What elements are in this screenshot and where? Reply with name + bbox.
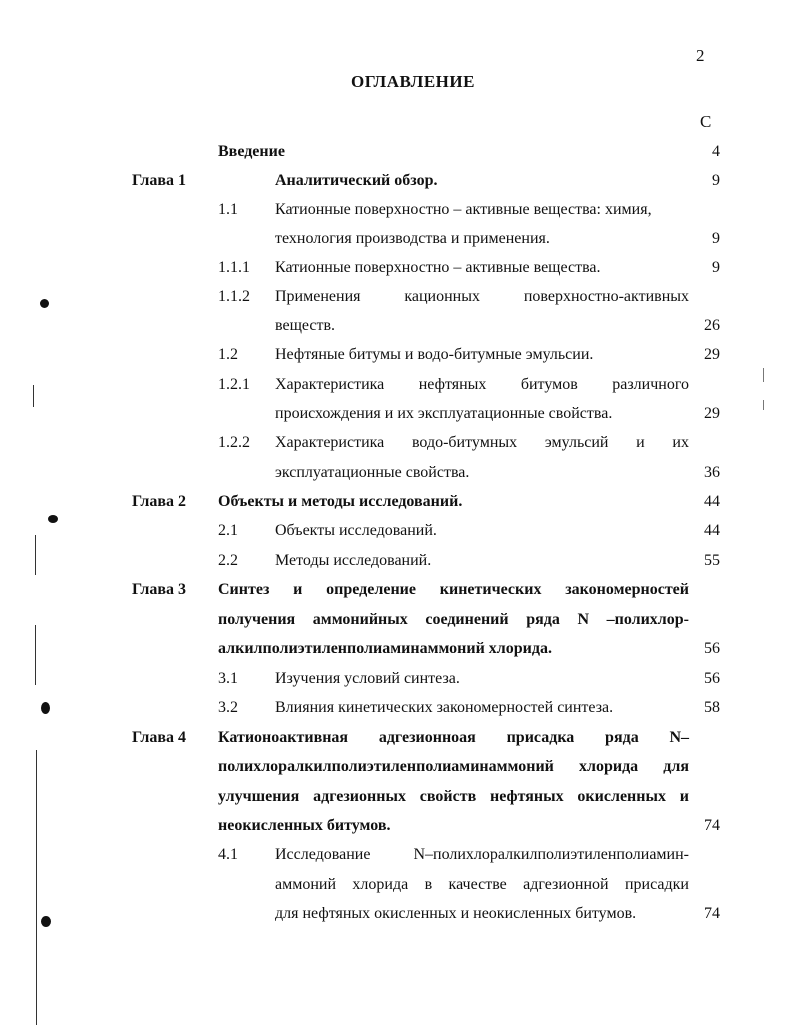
toc-entry-text: аммоний хлорида в качестве адгезионной присадки <box>275 876 689 893</box>
toc-row <box>0 346 794 368</box>
toc-entry-text: получения аммонийных соединений ряда N –полихлор- <box>218 611 689 628</box>
scan-edge-line <box>763 368 764 382</box>
toc-page-number: 55 <box>704 552 720 569</box>
toc-section-number: 2.2 <box>218 552 238 569</box>
scan-dot <box>40 299 49 308</box>
toc-row <box>0 376 794 398</box>
toc-page-number: 9 <box>712 230 720 247</box>
toc-entry-text: Влияния кинетических закономерностей синтеза. <box>275 699 614 716</box>
toc-page-number: 26 <box>704 317 720 334</box>
toc-row <box>0 670 794 692</box>
toc-entry-text: Катионные поверхностно – активные вещества: химия, <box>275 201 652 218</box>
toc-row <box>0 876 794 898</box>
toc-section-number: 1.1 <box>218 201 238 218</box>
toc-section-number: 1.2 <box>218 346 238 363</box>
toc-section-number: 3.1 <box>218 670 238 687</box>
toc-section-number: 1.1.2 <box>218 288 250 305</box>
toc-entry-text: улучшения адгезионных свойств нефтяных окисленных и <box>218 788 689 805</box>
toc-section-number: 1.2.1 <box>218 376 250 393</box>
toc-row <box>0 581 794 603</box>
toc-row <box>0 817 794 839</box>
toc-chapter-label: Глава 4 <box>132 729 186 746</box>
toc-entry-text: Изучения условий синтеза. <box>275 670 460 687</box>
toc-entry-text: Катионные поверхностно – активные вещества. <box>275 259 601 276</box>
toc-page-number: 44 <box>704 522 720 539</box>
scan-dot <box>41 702 50 714</box>
toc-row <box>0 640 794 662</box>
toc-page-number: 56 <box>704 640 720 657</box>
toc-row <box>0 317 794 339</box>
page-number: 2 <box>696 46 705 65</box>
toc-chapter-label: Глава 3 <box>132 581 186 598</box>
toc-entry-text: неокисленных битумов. <box>218 817 391 834</box>
toc-page-number: 29 <box>704 405 720 422</box>
scan-edge-line <box>763 400 764 410</box>
scan-edge-line <box>33 385 34 407</box>
toc-entry-text: Характеристика водо-битумных эмульсий и их <box>275 434 689 451</box>
toc-page-number: 9 <box>712 259 720 276</box>
toc-chapter-label: Глава 2 <box>132 493 186 510</box>
scan-dot <box>41 916 51 927</box>
toc-entry-text: Введение <box>218 143 285 160</box>
toc-section-number: 1.2.2 <box>218 434 250 451</box>
toc-section-number: 1.1.1 <box>218 259 250 276</box>
toc-row <box>0 758 794 780</box>
toc-entry-text: полихлоралкилполиэтиленполиаминаммоний хлорида для <box>218 758 689 775</box>
page-title: ОГЛАВЛЕНИЕ <box>351 72 475 91</box>
toc-page-number: 36 <box>704 464 720 481</box>
toc-row <box>0 493 794 515</box>
toc-section-number: 4.1 <box>218 846 238 863</box>
toc-entry-text: технология производства и применения. <box>275 230 550 247</box>
toc-entry-text: Объекты и методы исследований. <box>218 493 463 510</box>
scan-dot <box>48 515 58 523</box>
toc-entry-text: Катионоактивная адгезионноая присадка ряда N– <box>218 729 689 746</box>
toc-row <box>0 522 794 544</box>
toc-row <box>0 905 794 927</box>
toc-row <box>0 201 794 223</box>
toc-row <box>0 729 794 751</box>
scan-edge-line <box>35 625 36 685</box>
toc-row <box>0 699 794 721</box>
toc-entry-text: веществ. <box>275 317 336 334</box>
toc-section-number: 2.1 <box>218 522 238 539</box>
toc-entry-text: Синтез и определение кинетических закономерностей <box>218 581 689 598</box>
toc-page-number: 9 <box>712 172 720 189</box>
toc-row <box>0 143 794 165</box>
scan-edge-line <box>35 535 36 575</box>
toc-row <box>0 405 794 427</box>
toc-row <box>0 288 794 310</box>
toc-entry-text: Характеристика нефтяных битумов различного <box>275 376 689 393</box>
toc-row <box>0 846 794 868</box>
toc-entry-text: Исследование N–полихлоралкилполиэтиленполиамин- <box>275 846 689 863</box>
toc-chapter-label: Глава 1 <box>132 172 186 189</box>
toc-row <box>0 434 794 456</box>
toc-row <box>0 172 794 194</box>
toc-row <box>0 552 794 574</box>
toc-row <box>0 464 794 486</box>
toc-entry-text: происхождения и их эксплуатационные свойства. <box>275 405 613 422</box>
toc-row <box>0 259 794 281</box>
toc-page-number: 58 <box>704 699 720 716</box>
toc-row <box>0 230 794 252</box>
page-column-header: С <box>700 112 712 131</box>
toc-section-number: 3.2 <box>218 699 238 716</box>
toc-page-number: 74 <box>704 817 720 834</box>
scan-edge-line <box>36 750 37 1025</box>
toc-page-number: 4 <box>712 143 720 160</box>
toc-entry-text: Применения кационных поверхностно-активных <box>275 288 689 305</box>
toc-entry-text: алкилполиэтиленполиаминаммоний хлорида. <box>218 640 552 657</box>
toc-page-number: 44 <box>704 493 720 510</box>
toc-page-number: 74 <box>704 905 720 922</box>
toc-page-number: 56 <box>704 670 720 687</box>
toc-entry-text: Методы исследований. <box>275 552 432 569</box>
toc-page-number: 29 <box>704 346 720 363</box>
toc-row <box>0 611 794 633</box>
toc-entry-text: для нефтяных окисленных и неокисленных битумов. <box>275 905 637 922</box>
toc-entry-text: Аналитический обзор. <box>275 172 438 189</box>
toc-row <box>0 788 794 810</box>
toc-entry-text: Объекты исследований. <box>275 522 437 539</box>
toc-entry-text: эксплуатационные свойства. <box>275 464 470 481</box>
toc-entry-text: Нефтяные битумы и водо-битумные эмульсии. <box>275 346 594 363</box>
